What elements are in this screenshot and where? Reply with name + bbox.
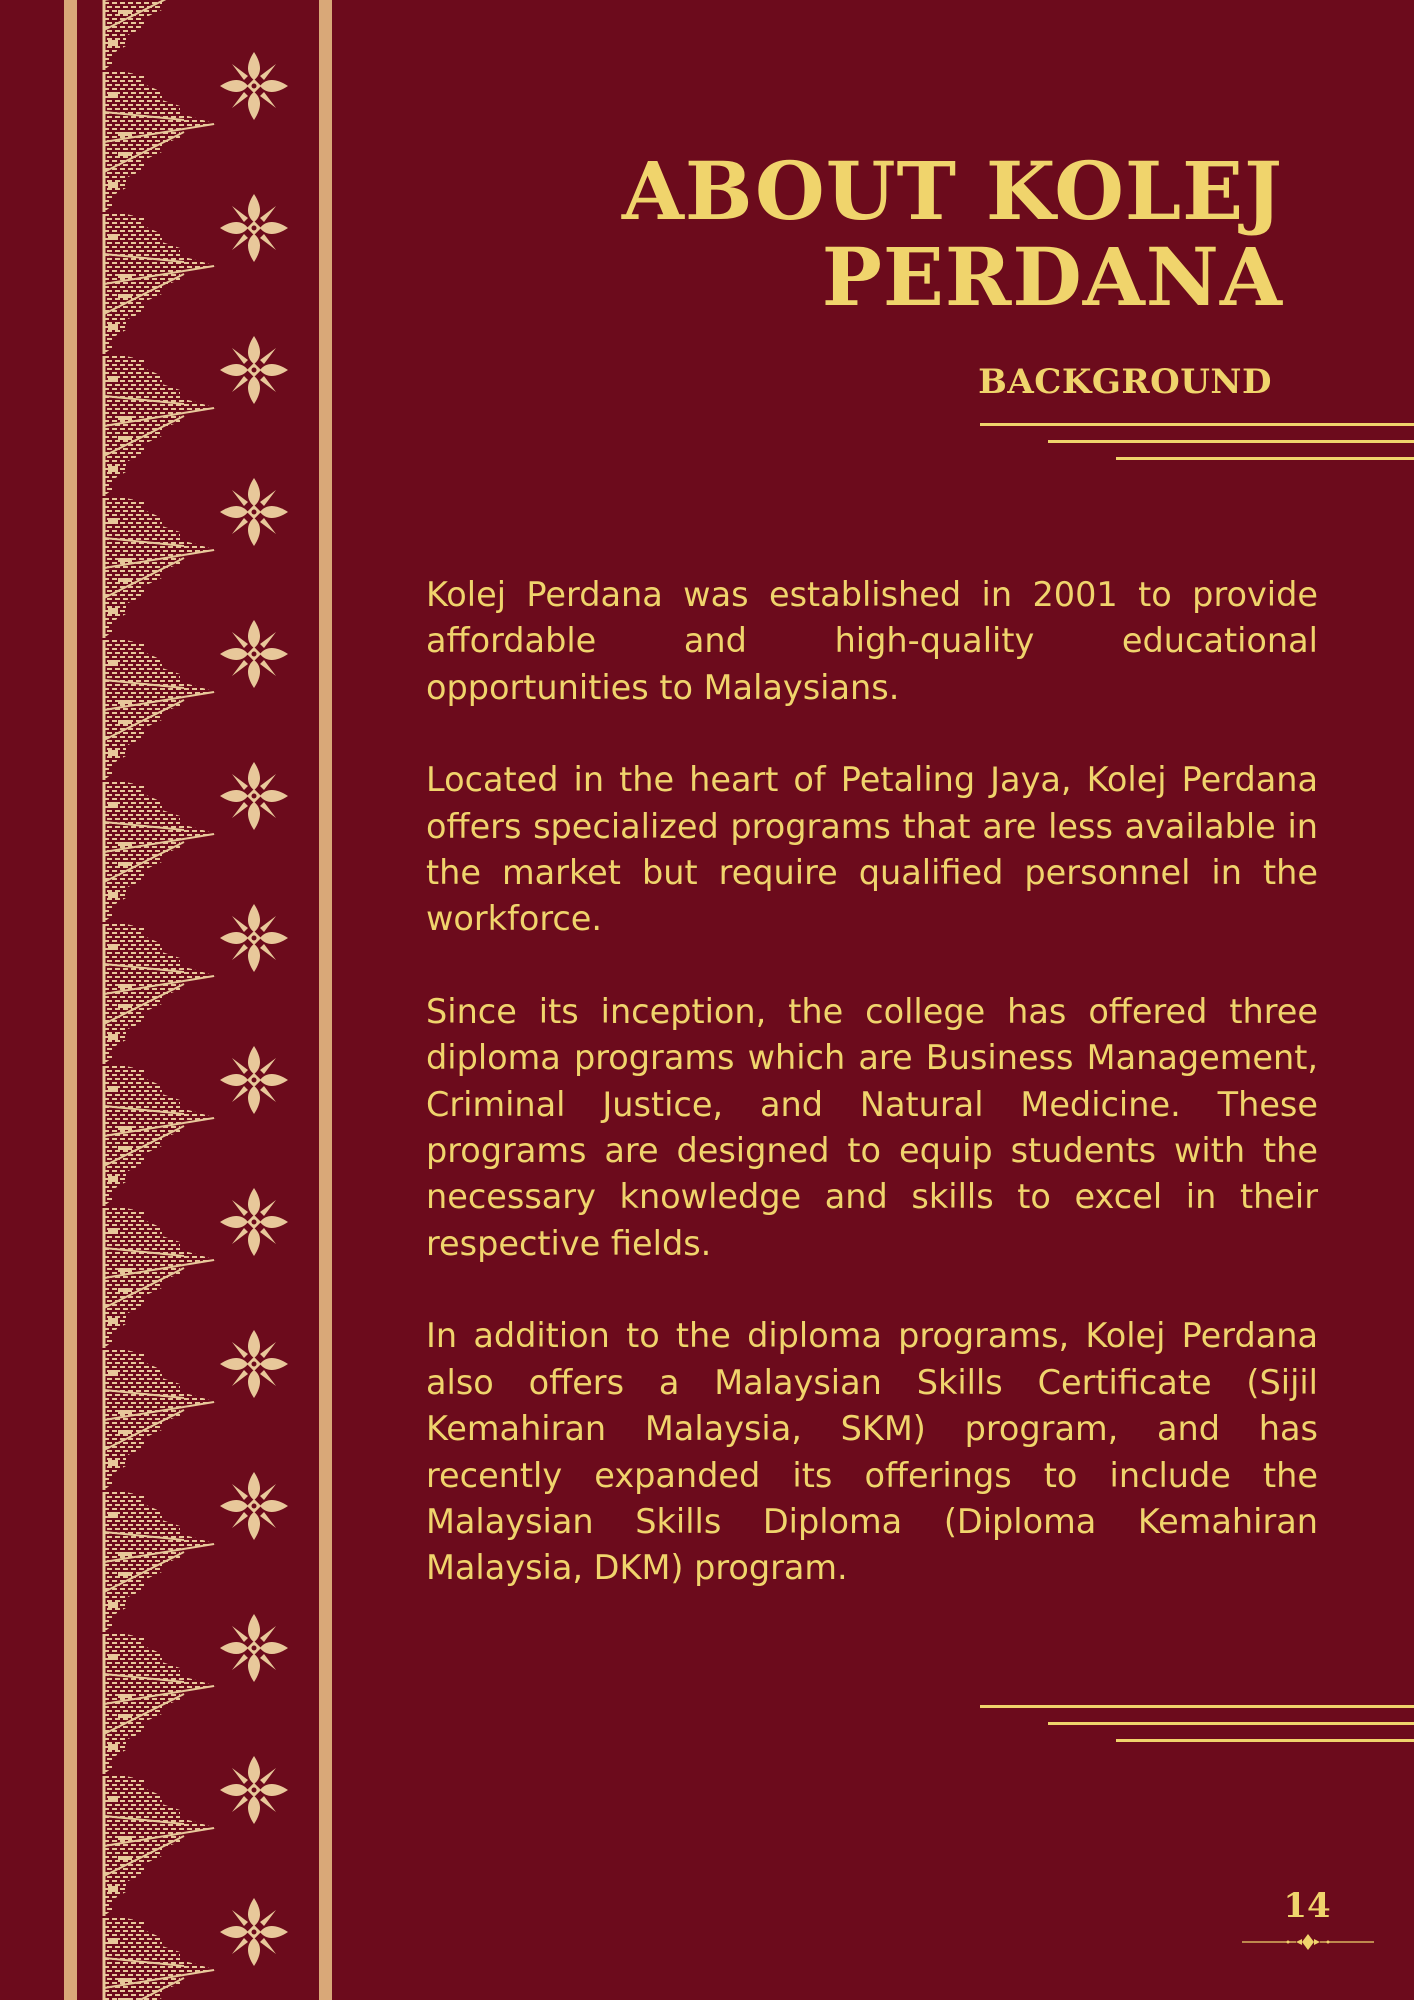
bottom-divider-line-1 (980, 1705, 1414, 1708)
bottom-divider-line-3 (1116, 1739, 1414, 1742)
section-subtitle: BACKGROUND (978, 362, 1272, 402)
page-title-line-2: PERDANA (821, 230, 1283, 324)
top-divider-line-2 (1048, 440, 1414, 443)
page-number: 14 (1283, 1886, 1331, 1926)
page-title-line-1: ABOUT KOLEJ (621, 144, 1283, 238)
bottom-divider-line-2 (1048, 1722, 1414, 1725)
body-text (426, 572, 1318, 1638)
diamond-divider-icon (1240, 1932, 1376, 1956)
page-title (583, 144, 1283, 324)
paragraph-location: Located in the heart of Petaling Jaya, Kolej Perdana offers specialized programs that are less available in the market but require qualified personnel in the workforce. (426, 760, 1318, 939)
songket-border-pattern (64, 0, 334, 2000)
top-divider-line-1 (980, 423, 1414, 426)
paragraph-diploma-programs: Since its inception, the college has offered three diploma programs which are Business Management, Criminal Justice, and Natural Medicine. These programs are designed to equip students with the necessary knowledge and skills to excel in their respective fields. (426, 991, 1318, 1263)
top-divider-line-3 (1116, 457, 1414, 460)
paragraph-skills-programs: In addition to the diploma programs, Kolej Perdana also offers a Malaysian Skills Certificate (Sijil Kemahiran Malaysia, SKM) program, and has recently expanded its offerings to include the Malaysian Skills Diploma (Diploma Kemahiran Malaysia, DKM) program. (426, 1316, 1318, 1588)
paragraph-established: Kolej Perdana was established in 2001 to provide affordable and high-quality educational opportunities to Malaysians. (426, 575, 1318, 707)
